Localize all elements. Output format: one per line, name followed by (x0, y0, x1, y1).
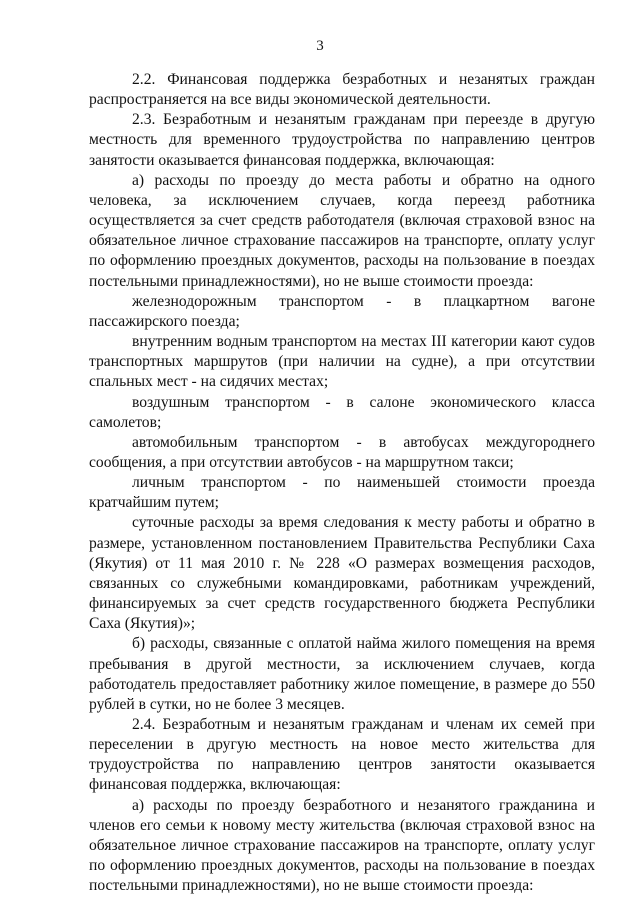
paragraph-2-3-a: а) расходы по проезду до места работы и обратно на одного человека, за исключением случаев, когда переезд работника осуществляется за счет средств работодателя (включая страховой взнос на обязательное личное страхование пассажиров на транспорте, оплату услуг по оформлению проездных документов, расходы на пользование в поездах постельными принадлежностями), но не выше стоимости проезда: (89, 171, 595, 290)
paragraph-rail-transport: железнодорожным транспортом - в плацкартном вагоне пассажирского поезда; (89, 292, 595, 330)
paragraph-2-2: 2.2. Финансовая поддержка безработных и незанятых граждан распространяется на все виды экономической деятельности. (89, 71, 595, 109)
paragraph-personal-transport: личным транспортом - по наименьшей стоимости проезда кратчайшим путем; (89, 474, 595, 512)
paragraph-2-3-b: б) расходы, связанные с оплатой найма жилого помещения на время пребывания в другой местности, за исключением случаев, когда работодатель предоставляет работнику жилое помещение, в размере до 550 рублей в сутки, но не более 3 месяцев. (89, 635, 595, 713)
paragraph-road-transport: автомобильным транспортом - в автобусах междугороднего сообщения, а при отсутствии автобусов - на маршрутном такси; (89, 433, 595, 471)
paragraph-air-transport: воздушным транспортом - в салоне экономического класса самолетов; (89, 393, 595, 431)
document-body (89, 70, 595, 896)
page-number: 3 (316, 38, 324, 54)
paragraph-2-4-a: а) расходы по проезду безработного и незанятого гражданина и членов его семьи к новому месту жительства (включая страховой взнос на обязательное личное страхование пассажиров на транспорте, оплату услуг по оформлению проездных документов, расходы на пользование в поездах постельными принадлежностями), но не выше стоимости проезда: (89, 796, 595, 895)
paragraph-2-3: 2.3. Безработным и незанятым гражданам при переезде в другую местность для временного трудоустройства по направлению центров занятости оказывается финансовая поддержка, включающая: (89, 111, 595, 169)
paragraph-daily-allowance: суточные расходы за время следования к месту работы и обратно в размере, установленном постановлением Правительства Республики Саха (Якутия) от 11 мая 2010 г. № 228 «О размерах возмещения расходов, связанных со служебными командировками, работникам учреждений, финансируемых за счет средств государственного бюджета Республики Саха (Якутия)»; (89, 514, 595, 633)
paragraph-water-transport: внутренним водным транспортом на местах III категории кают судов транспортных маршрутов (при наличии на судне), а при отсутствии спальных мест - на сидячих местах; (89, 333, 595, 391)
paragraph-2-4: 2.4. Безработным и незанятым гражданам и членам их семей при переселении в другую местность на новое место жительства для трудоустройства по направлению центров занятости оказывается финансовая поддержка, включающая: (89, 716, 595, 794)
